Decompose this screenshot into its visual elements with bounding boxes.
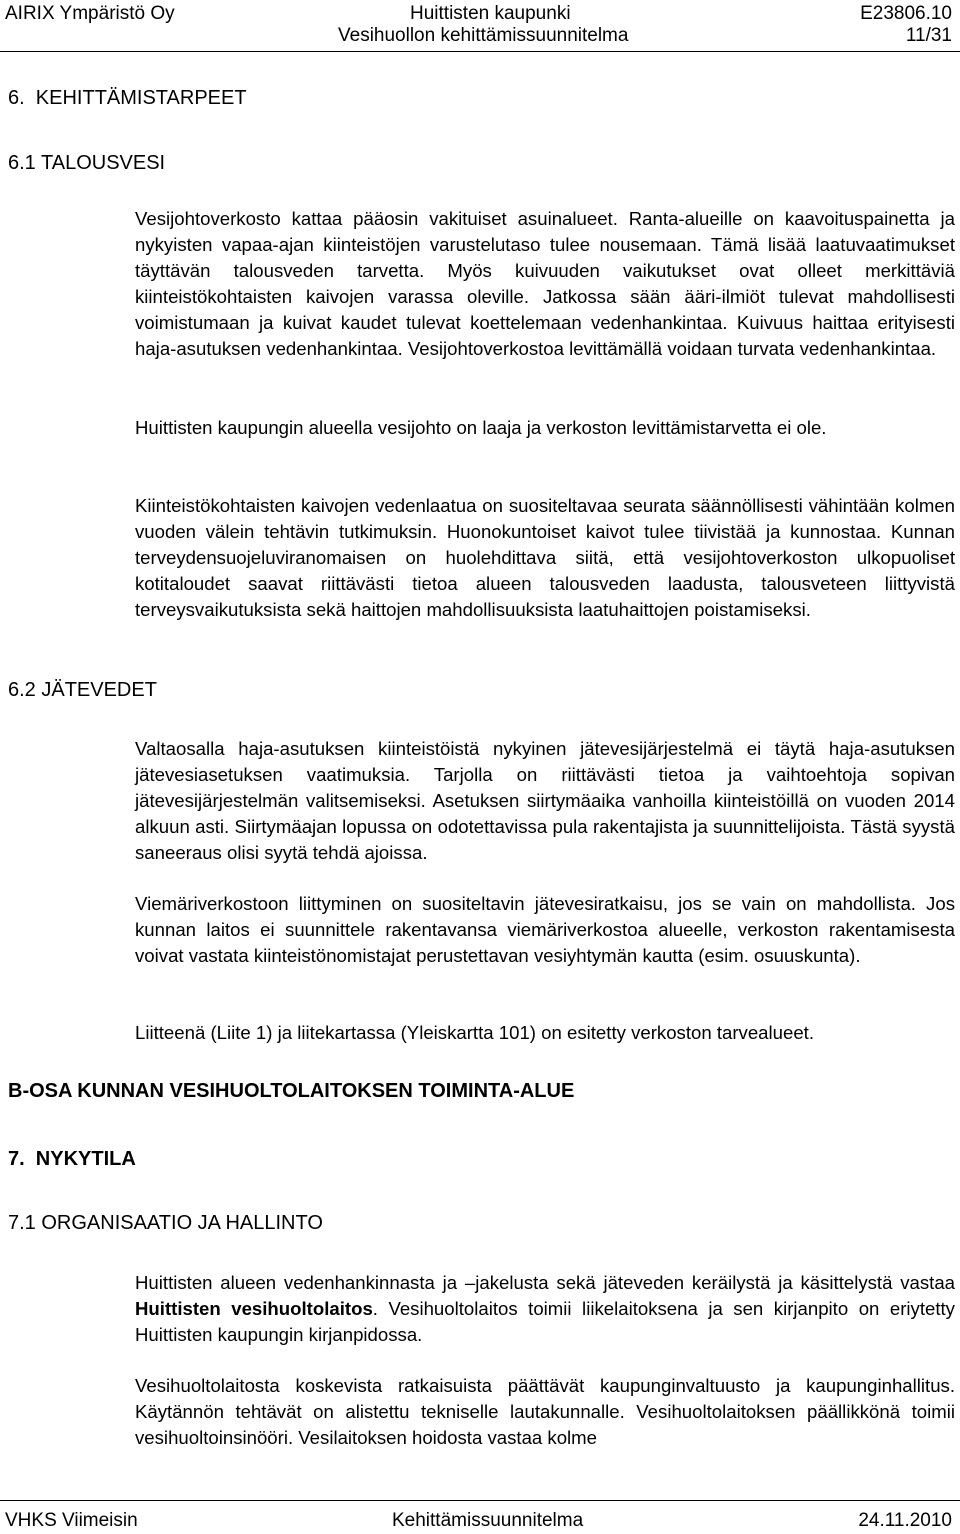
- section-heading-6: 6. KEHITTÄMISTARPEET: [8, 87, 247, 109]
- header-doc-title: Vesihuollon kehittämissuunnitelma: [338, 25, 629, 46]
- section-heading-6-2: 6.2 JÄTEVEDET: [8, 679, 157, 701]
- header-rule: [0, 51, 960, 52]
- paragraph-utility-responsibility: [135, 1270, 955, 1348]
- paragraph-appendix-reference: Liitteenä (Liite 1) ja liitekartassa (Yleiskartta 101) on esitetty verkoston tarvealueet.: [135, 1022, 815, 1043]
- utility-name-bold: Huittisten vesihuoltolaitos: [135, 1297, 373, 1319]
- section-heading-7-1: 7.1 ORGANISAATIO JA HALLINTO: [8, 1212, 323, 1234]
- paragraph-sewer-connection: Viemäriverkostoon liittyminen on suositeltavin jätevesiratkaisu, jos se vain on mahdollista. Jos kunnan laitos ei suunnittele rakentavansa viemäriverkostoa alueelle, verkoston rakentamisesta voivat vastata kiinteistönomistajat perustettavan vesiyhtymän kautta (esim. osuuskunta).: [135, 893, 955, 966]
- part-b-heading: B-OSA KUNNAN VESIHUOLTOLAITOKSEN TOIMINTA-ALUE: [8, 1080, 575, 1102]
- paragraph-well-monitoring: Kiinteistökohtaisten kaivojen vedenlaatua on suositeltavaa seurata säännöllisesti vähintään kolmen vuoden välein tehtävin tutkimuksin. Huonokuntoiset kaivot tulee tiivistää ja kunnostaa. Kunnan terveydensuojeluviranomaisen on huolehdittava siitä, että vesijohtoverkoston ulkopuoliset kotitaloudet saavat riittävästi tietoa alueen talousveden laadusta, talousveteen liittyvistä terveysvaikutuksista sekä haittojen mahdollisuuksista laatuhaittojen poistamiseksi.: [135, 495, 955, 620]
- paragraph-wastewater-systems: Valtaosalla haja-asutuksen kiinteistöistä nykyinen jätevesijärjestelmä ei täytä haja-asutuksen jätevesiasetuksen vaatimuksia. Tarjolla on riittävästi tietoa ja vaihtoehtoja sopivan jätevesijärjestelmän valitsemiseksi. Asetuksen siirtymäaika vanhoilla kiinteistöillä on vuoden 2014 alkuun asti. Siirtymäajan lopussa on odotettavissa pula rakentajista ja suunnittelijoista. Tästä syystä saneeraus olisi syytä tehdä ajoissa.: [135, 738, 955, 863]
- section-heading-7: 7. NYKYTILA: [8, 1148, 136, 1170]
- paragraph-utility-governance: Vesihuoltolaitosta koskevista ratkaisuista päättävät kaupunginvaltuusto ja kaupunginhallitus. Käytännön tehtävät on alistettu tekniselle lautakunnalle. Vesihuoltolaitoksen päällikkönä toimii vesihuoltoinsinööri. Vesilaitoksen hoidosta vastaa kolme: [135, 1375, 955, 1448]
- section-heading-6-1: 6.1 TALOUSVESI: [8, 152, 166, 174]
- footer-center: Kehittämissuunnitelma: [392, 1510, 584, 1531]
- paragraph-utility-text-end: . Vesihuoltolaitos toimii liikelaitoksena ja sen kirjanpito on eriytetty Huittisten kaupungin kirjanpidossa.: [135, 1297, 955, 1345]
- header-doc-code: E23806.10: [860, 3, 952, 24]
- header-client: Huittisten kaupunki: [410, 3, 571, 24]
- footer-rule: [0, 1500, 960, 1501]
- paragraph-utility-text-start: Huittisten alueen vedenhankinnasta ja –jakelusta sekä jäteveden keräilystä ja käsittelystä vastaa: [135, 1272, 955, 1293]
- footer-date: 24.11.2010: [858, 1510, 952, 1531]
- paragraph-water-supply-needs: Vesijohtoverkosto kattaa pääosin vakituiset asuinalueet. Ranta-alueille on kaavoituspainetta ja nykyisten vapaa-ajan kiinteistöjen varustelutaso tulee nousemaan. Tämä lisää laatuvaatimukset täyttävän talousveden tarvetta. Myös kuivuuden vaikutukset ovat olleet merkittäviä kiinteistökohtaisten kaivojen varassa oleville. Jatkossa sään ääri-ilmiöt tulevat mahdollisesti voimistumaan ja kuivat kaudet tulevat koettelemaan vedenhankintaa. Kuivuus haittaa erityisesti haja-asutuksen vedenhankintaa. Vesijohtoverkostoa levittämällä voidaan turvata vedenhankintaa.: [135, 208, 955, 359]
- header-company: AIRIX Ympäristö Oy: [5, 3, 175, 24]
- paragraph-network-extent: Huittisten kaupungin alueella vesijohto on laaja ja verkoston levittämistarvetta ei ole.: [135, 417, 827, 438]
- header-page-number: 11/31: [905, 25, 952, 46]
- footer-left: VHKS Viimeisin: [5, 1510, 138, 1531]
